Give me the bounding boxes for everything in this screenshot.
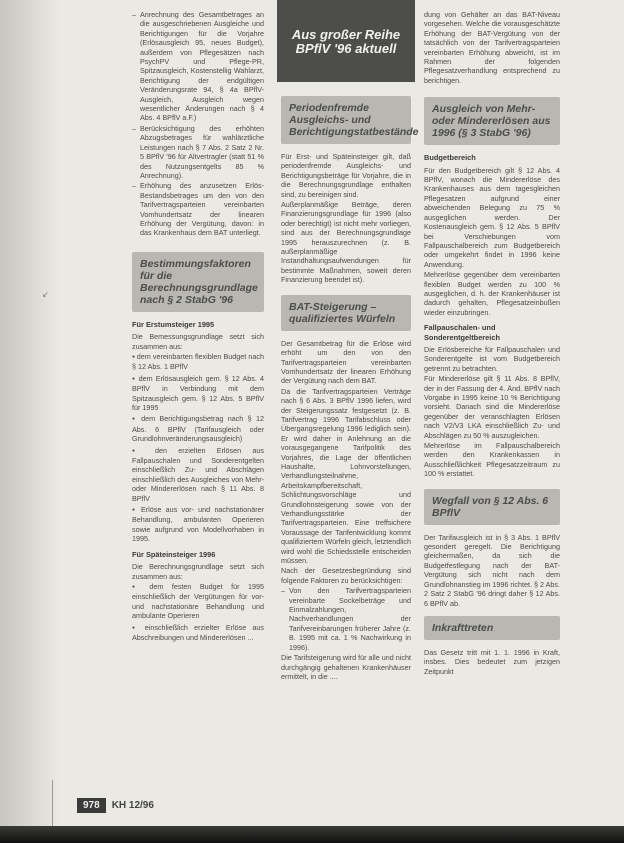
page-edge-shadow — [0, 0, 60, 843]
list-item: ● einschließlich erzielter Erlöse aus Abschreibungen und Mindererlösen ... — [132, 623, 264, 643]
paragraph: Für den Budgetbereich gilt § 12 Abs. 4 BPflV, wonach die Mindererlöse des Krankenhauses aus dem tagesgleichen Pflegesatzen aufgrund einer abweichenden Belegung zu 75 % ausgeglichen werden. Der Kostenausgleich gem. § 12 Abs. 5 BPflV bei Verschiebungen vom Fallpauschalbereich zum Budgetbereich oder umgekehrt findet in 1996 keine Anwendung. — [424, 165, 560, 269]
col1-list-b — [132, 352, 264, 544]
series-banner — [277, 0, 415, 82]
paragraph: Nach der Gesetzesbegründung sind folgende Faktoren zu berücksichtigen: — [281, 566, 411, 585]
section-heading: Wegfall von § 12 Abs. 6 BPflV — [432, 494, 549, 519]
paragraph: Mehrerlöse gegenüber dem vereinbarten flexiblen Budget werden zu 100 % ausgeglichen, d. h. der Krankenhäuser ist dadurch gehalten, Pflegesatzeinbußen wieder einzubringen. — [424, 270, 560, 317]
subheading: Budgetbereich — [424, 153, 476, 163]
heading-box — [132, 252, 264, 312]
heading-box — [281, 96, 419, 144]
scan-bottom-edge — [0, 826, 624, 843]
margin-mark: ↙ — [42, 290, 49, 299]
section-heading: Periodenfremde Ausgleichs- und Berichtigungstatbestände — [289, 102, 419, 138]
heading-box — [281, 295, 411, 331]
heading-box — [424, 97, 560, 145]
col1-list-c — [132, 582, 264, 642]
paragraph: Die Erlösbereiche für Fallpauschalen und Sonderentgelte ist vom Budgetbereich getrennt zu betrachten. — [424, 344, 560, 373]
section-heading: Bestimmungsfaktoren für die Berechnungsgrundlage nach § 2 StabG '96 — [140, 257, 258, 306]
margin-rule — [52, 780, 53, 830]
section-heading: Ausgleich von Mehr- oder Mindererlösen aus 1996 (§ 3 StabG '96) — [432, 103, 551, 140]
paragraph: Der Tarifausgleich ist in § 3 Abs. 1 BPflV gesondert geregelt. Die Berichtigung gleichermaßen, da sich die Budgetfestlegung nach der BAT-Vergütung sich nicht nach dem Grundlohnanstieg im 1996 richtet. § 2 Abs. 2 Satz 2 StabG '96 dringt daher § 12 Abs. 6 BPflV ab. — [424, 532, 560, 608]
paragraph: Die Tarifsteigerung wird für alle und nicht durchgängig gehaltenen Krankenhäuser ermittelt, in die .... — [281, 653, 411, 681]
paragraph: Der Gesamtbetrag für die Erlöse wird erhöht um den von den Tarifvertragsparteien vereinbarten Vomhundertsatz der linearen Erhöhung der Vergütung nach dem BAT. — [281, 338, 411, 386]
list-item: ● dem Erlösausgleich gem. § 12 Abs. 4 BPflV in Verbindung mit dem Spitzausgleich gem. § 12 Abs. 5 BPflV für 1995 — [132, 374, 264, 413]
paragraph: Mehrerlöse im Fallpauschalbereich werden den Krankenkassen in Ausschließlichkeit Pflegesatzzeitraum zu 100 % erstattet. — [424, 441, 560, 479]
page-number: 978 — [77, 798, 106, 813]
subheading: Für Erstumsteiger 1995 — [132, 319, 215, 329]
subheading: Fallpauschalen- und Sonderentgeltbereich — [424, 323, 500, 342]
list-item: – Erhöhung des anzusetzen Erlös-Bestandsbetrages um den von den Tarifvertragsparteien vereinbarten Vomhundertsatz der linearen Erhöhung der Vergütung, davon: in das Krankenhaus dem BAT unterliegt. — [132, 181, 264, 237]
page-footer — [77, 797, 154, 813]
list-item: – Von den Tarifvertragsparteien vereinbarte Sockelbeträge und Einmalzahlungen, Nachverhandlungen der Tarifvereinbarungen früherer Jahre (z. B. 1995 mit ca. 1 % Nachwirkung in 1996). — [281, 586, 411, 652]
paragraph: dung von Gehälter an das BAT-Niveau vorgesehen. Welche die vorausgeschätzte Erhöhung der BAT-Vergütung von der tatsächlich von der Tarifvertragsparteien vereinbarten Erhöhung abweicht, ist im Rahmen der folgenden Pflegesatzverhandlung entsprechend zu berichtigen. — [424, 10, 560, 85]
list-item: ● den erzielten Erlösen aus Fallpauschalen und Sonderentgelten einschließlich Zu- und Abschlägen einschließlich des Ausgleiches von Mehr- oder Mindererlösen nach § 11 Abs. 8 BPflV — [132, 446, 264, 503]
column-3 — [424, 10, 560, 677]
paragraph: Die Berechnungsgrundlage setzt sich zusammen aus: — [132, 562, 264, 581]
paragraph: Für Erst- und Späteinsteiger gilt, daß periodenfremde Ausgleichs- und Berichtigungsbeträge für Vorjahre, die in die Berechnungsgrundlage enthalten sind, zu bereinigen sind. — [281, 152, 411, 199]
paragraph: Für Mindererlöse gilt § 11 Abs. 8 BPflV, der in der Fassung der 4. Änd. BPflV nach Vorgabe in 1995 keine 10 % Berichtigung vorsieht. Danach sind die Mindererlöse gegenüber der veranschlagten Erlösen nach V2/V3 LKA einschließlich Zu- und Abschlägen zu 50 % auszugleichen. — [424, 374, 560, 440]
banner-title: Aus großer Reihe BPflV '96 aktuell — [291, 27, 401, 56]
heading-box — [424, 489, 560, 525]
subheading: Für Späteinsteiger 1996 — [132, 549, 216, 559]
col2-list-a — [281, 586, 411, 652]
magazine-issue: KH 12/96 — [111, 799, 154, 811]
list-item: ● dem Berichtigungsbetrag nach § 12 Abs. 6 BPflV (Tarifausgleich oder Grundlohnveränderungsausgleich) — [132, 414, 264, 443]
column-2 — [281, 10, 419, 682]
paragraph: Die Bemessungsgrundlage setzt sich zusammen aus: — [132, 332, 264, 351]
section-heading: Inkrafttreten — [432, 621, 494, 634]
paragraph: Da die Tarifvertragsparteien Verträge nach § 6 Abs. 3 BPflV 1996 liefen, wird der Steigerungssatz festgesetzt (z. B. Tarifvertrag 1996 Tarifabschluss oder Übergangsregelung 1996 lediglich sein). Er wird daher in Anlehnung an die vorausgegangene Tarifpolitik des Vorjahres, die Lage der öffentlichen Haushalte, Lohnvorstellungen, Verhandlungsteilnahme, Arbeitskampfbereitschaft, Schlichtungsvorschläge und Grundlohnsteigerung sowie von der Verhandlungsstärke der Tarifvertragsparteien. Eine treffsichere Voraussage der Tarifentwicklung kommt qualifiziertem Würfeln gleich, letztendlich wird wohl die Schiedsstelle entscheiden müssen. — [281, 386, 411, 566]
col1-list-a — [132, 10, 264, 238]
section-heading: BAT-Steigerung – qualifiziertes Würfeln — [289, 300, 396, 325]
heading-box — [424, 616, 560, 640]
list-item: ● dem vereinbarten flexiblen Budget nach § 12 Abs. 1 BPflV — [132, 352, 264, 372]
column-1 — [132, 10, 264, 644]
list-item: ● dem festen Budget für 1995 einschließlich der Vergütungen für vor- und nachstationäre Behandlung und ambulante Operieren — [132, 582, 264, 621]
list-item: – Anrechnung des Gesamtbetrages an die ausgeschriebenen Ausgleiche und Berichtigungen für die Vorjahre (Erlösausgleich 95, neues Budget), außerdem von Pflegesätzen nach PsychPV und Pflege-PR, Spitzausgleich, Kostenstellig Wahlarzt, Berichtigung der endgültigen Veränderungsrate 94, § 4a BPflV-Ausgleich, Ausgleich wegen wesentlicher Änderungen nach § 4 Abs. 4 BPflV a.F.) — [132, 10, 264, 123]
paragraph: Das Gesetz tritt mit 1. 1. 1996 in Kraft, insbes. Dies bedeutet zum jetzigen Zeitpunkt — [424, 647, 560, 676]
list-item: ● Erlöse aus vor- und nachstationärer Behandlung, ambulanten Operieren sowie aufgrund von Modellvorhaben in 1995. — [132, 505, 264, 544]
list-item: – Berücksichtigung des erhöhten Abzugsbetrages für wahlärztliche Leistungen nach § 7 Abs. 2 Satz 2 Nr. 5 BPflV '96 für Altvertragler (statt 51 % des Nutzungsentgelts 85 % Anrechnung). — [132, 124, 264, 180]
paragraph: Außerplanmäßige Beträge, deren Finanzierungsgrundlage für 1996 (also oder berechtigt) ist nicht mehr vorliegen, sind aus der Berechnungsgrundlage 1995 herauszurechnen (z. B. außerplanmäßige Instandhaltungsaufwendungen für bestimmte Maßnahmen, soweit deren Finanzierung beendet ist). — [281, 200, 411, 285]
